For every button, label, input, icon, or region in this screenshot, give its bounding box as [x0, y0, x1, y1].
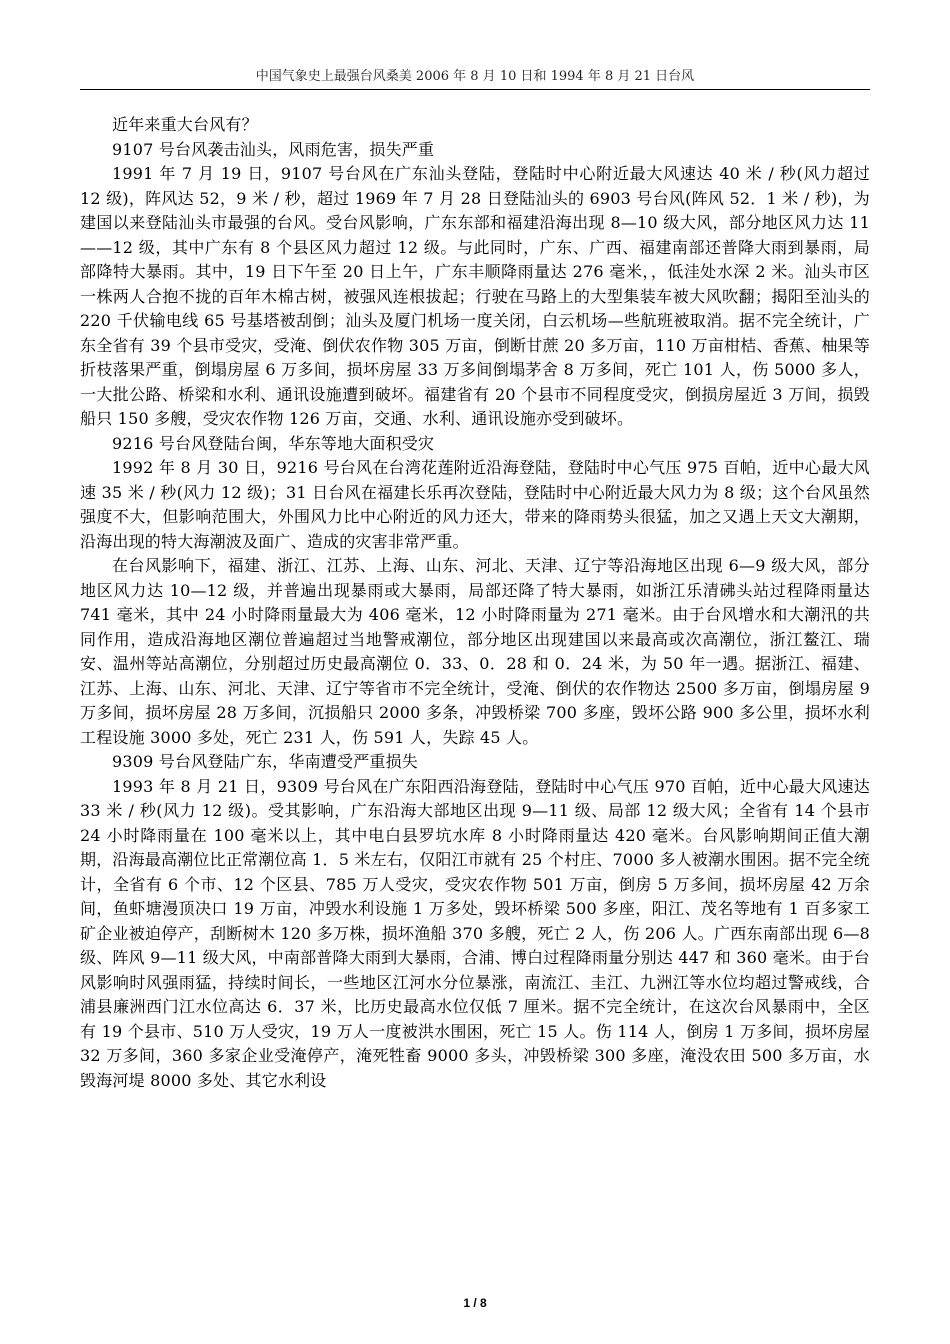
page-header: 中国气象史上最强台风桑美 2006 年 8 月 10 日和 1994 年 8 月 21 日台风 [255, 69, 695, 84]
paragraph-9216-landing: 1992 年 8 月 30 日，9216 号台风在台湾花莲附近沿海登陆，登陆时中心气压 975 百帕，近中心最大风速 35 米 / 秒(风力 12 级)；31 日台风在福建长乐再次登陆，登陆时中心附近最大风力为 8 级；这个台风虽然强度不大，但影响范围大，外围风力比中心附近的风力还大，带来的降雨势头很猛，加之又遇上天文大潮期，沿海出现的特大海潮波及面广、造成的灾害非常严重。 [80, 458, 870, 551]
intro-question: 近年来重大台风有？ [112, 115, 258, 134]
section-heading-9309: 9309 号台风登陆广东，华南遭受严重损失 [112, 752, 419, 771]
paragraph-9309: 1993 年 8 月 21 日，9309 号台风在广东阳西沿海登陆，登陆时中心气压 970 百帕，近中心最大风速达 33 米 / 秒(风力 12 级)。受其影响，广东沿海大部地区出现 9—11 级、局部 12 级大风；全省有 14 个县市 24 小时降雨量在 100 毫米以上，其中电白县罗坑水库 8 小时降雨量达 420 毫米。台风影响期间正值大潮期，沿海最高潮位比正常潮位高 1．5 米左右，仅阳江市就有 25 个村庄、7000 多人被潮水围困。据不完全统计，全省有 6 个市、12 个区县、785 万人受灾，受灾农作物 501 万亩，倒房 5 万多间，损坏房屋 42 万余间，鱼虾塘漫顶决口 19 万亩，冲毁水利设施 1 万多处，毁坏桥梁 500 多座，阳江、茂名等地有 1 百多家工矿企业被迫停产，刮断树木 120 多万株，损坏渔船 370 多艘，死亡 2 人，伤 206 人。广西东南部出现 6—8 级、阵风 9—11 级大风，中南部普降大雨到大暴雨，合浦、博白过程降雨量分别达 447 和 360 毫米。由于台风影响时风强雨猛，持续时间长，一些地区江河水分位暴涨，南流江、圭江、九洲江等水位均超过警戒线，合浦县廉洲西门江水位高达 6．37 米，比历史最高水位仅低 7 厘米。据不完全统计，在这次台风暴雨中，全区有 19 个县市、510 万人受灾，19 万人一度被洪水围困，死亡 15 人。伤 114 人，倒房 1 万多间，损坏房屋 32 万多间，360 多家企业受淹停产，淹死牲畜 9000 多头，冲毁桥梁 300 多座，淹没农田 500 多万亩，水毁海河堤 8000 多处、其它水利设 [80, 776, 870, 1090]
paragraph-9107: 1991 年 7 月 19 日，9107 号台风在广东汕头登陆，登陆时中心附近最大风速达 40 米 / 秒(风力超过 12 级)，阵风达 52，9 米 / 秒，超过 1969 年 7 月 28 日登陆汕头的 6903 号台风(阵风 52．1 米 / 秒)，为建国以来登陆汕头市最强的台风。受台风影响，广东东部和福建沿海出现 8—10 级大风，部分地区风力达 11——12 级，其中广东有 8 个县区风力超过 12 级。与此同时，广东、广西、福建南部还普降大雨到暴雨，局部降特大暴雨。其中，19 日下午至 20 日上午，广东丰顺降雨量达 276 毫米，，低洼处水深 2 米。汕头市区一株两人合抱不拢的百年木棉古树，被强风连根拔起；行驶在马路上的大型集装车被大风吹翻；揭阳至汕头的 220 千伏输电线 65 号基塔被刮倒；汕头及厦门机场一度关闭，白云机场—些航班被取消。据不完全统计，广东全省有 39 个县市受灾，受淹、倒伏农作物 305 万亩，倒断甘蔗 20 多万亩，110 万亩柑桔、香蕉、柚果等折枝落果严重，倒塌房屋 6 万多间，损坏房屋 33 万多间倒塌茅舍 8 万多间，死亡 101 人，伤 5000 多人，一大批公路、桥梁和水利、通讯设施遭到破坏。福建省有 20 个县市不同程度受灾，倒损房屋近 3 万间，损毁船只 150 多艘，受灾农作物 126 万亩，交通、水利、通讯设施亦受到破坏。 [80, 164, 870, 428]
section-heading-9107: 9107 号台风袭击汕头，风雨危害，损失严重 [112, 139, 435, 159]
section-heading-9216: 9216 号台风登陆台闽，华东等地大面积受灾 [112, 433, 435, 453]
paragraph-9216-impact: 在台风影响下，福建、浙江、江苏、上海、山东、河北、天津、辽宁等沿海地区出现 6—9 级大风，部分地区风力达 10—12 级，并普遍出现暴雨或大暴雨，局部还降了特大暴雨，如浙江乐清砩头站过程降雨量达 741 毫米，其中 24 小时降雨量最大为 406 毫米，12 小时降雨量为 271 毫米。由于台风增水和大潮汛的共同作用，造成沿海地区潮位普遍超过当地警戒潮位，部分地区出现建国以来最高或次高潮位，浙江鳌江、瑞安、温州等站高潮位，分别超过历史最高潮位 0．33、0．28 和 0．24 米，为 50 年一遇。据浙江、福建、江苏、上海、山东、河北、天津、辽宁等省市不完全统计，受淹、倒伏的农作物达 2500 多万亩，倒塌房屋 9 万多间，损坏房屋 28 万多间，沉损船只 2000 多条，冲毁桥梁 700 多座，毁坏公路 900 多公里，损坏水利工程设施 3000 多处，死亡 231 人，伤 591 人，失踪 45 人。 [80, 556, 870, 747]
header-divider [80, 89, 870, 90]
page-number: 1 / 8 [463, 1296, 487, 1310]
document-body [80, 113, 870, 1093]
